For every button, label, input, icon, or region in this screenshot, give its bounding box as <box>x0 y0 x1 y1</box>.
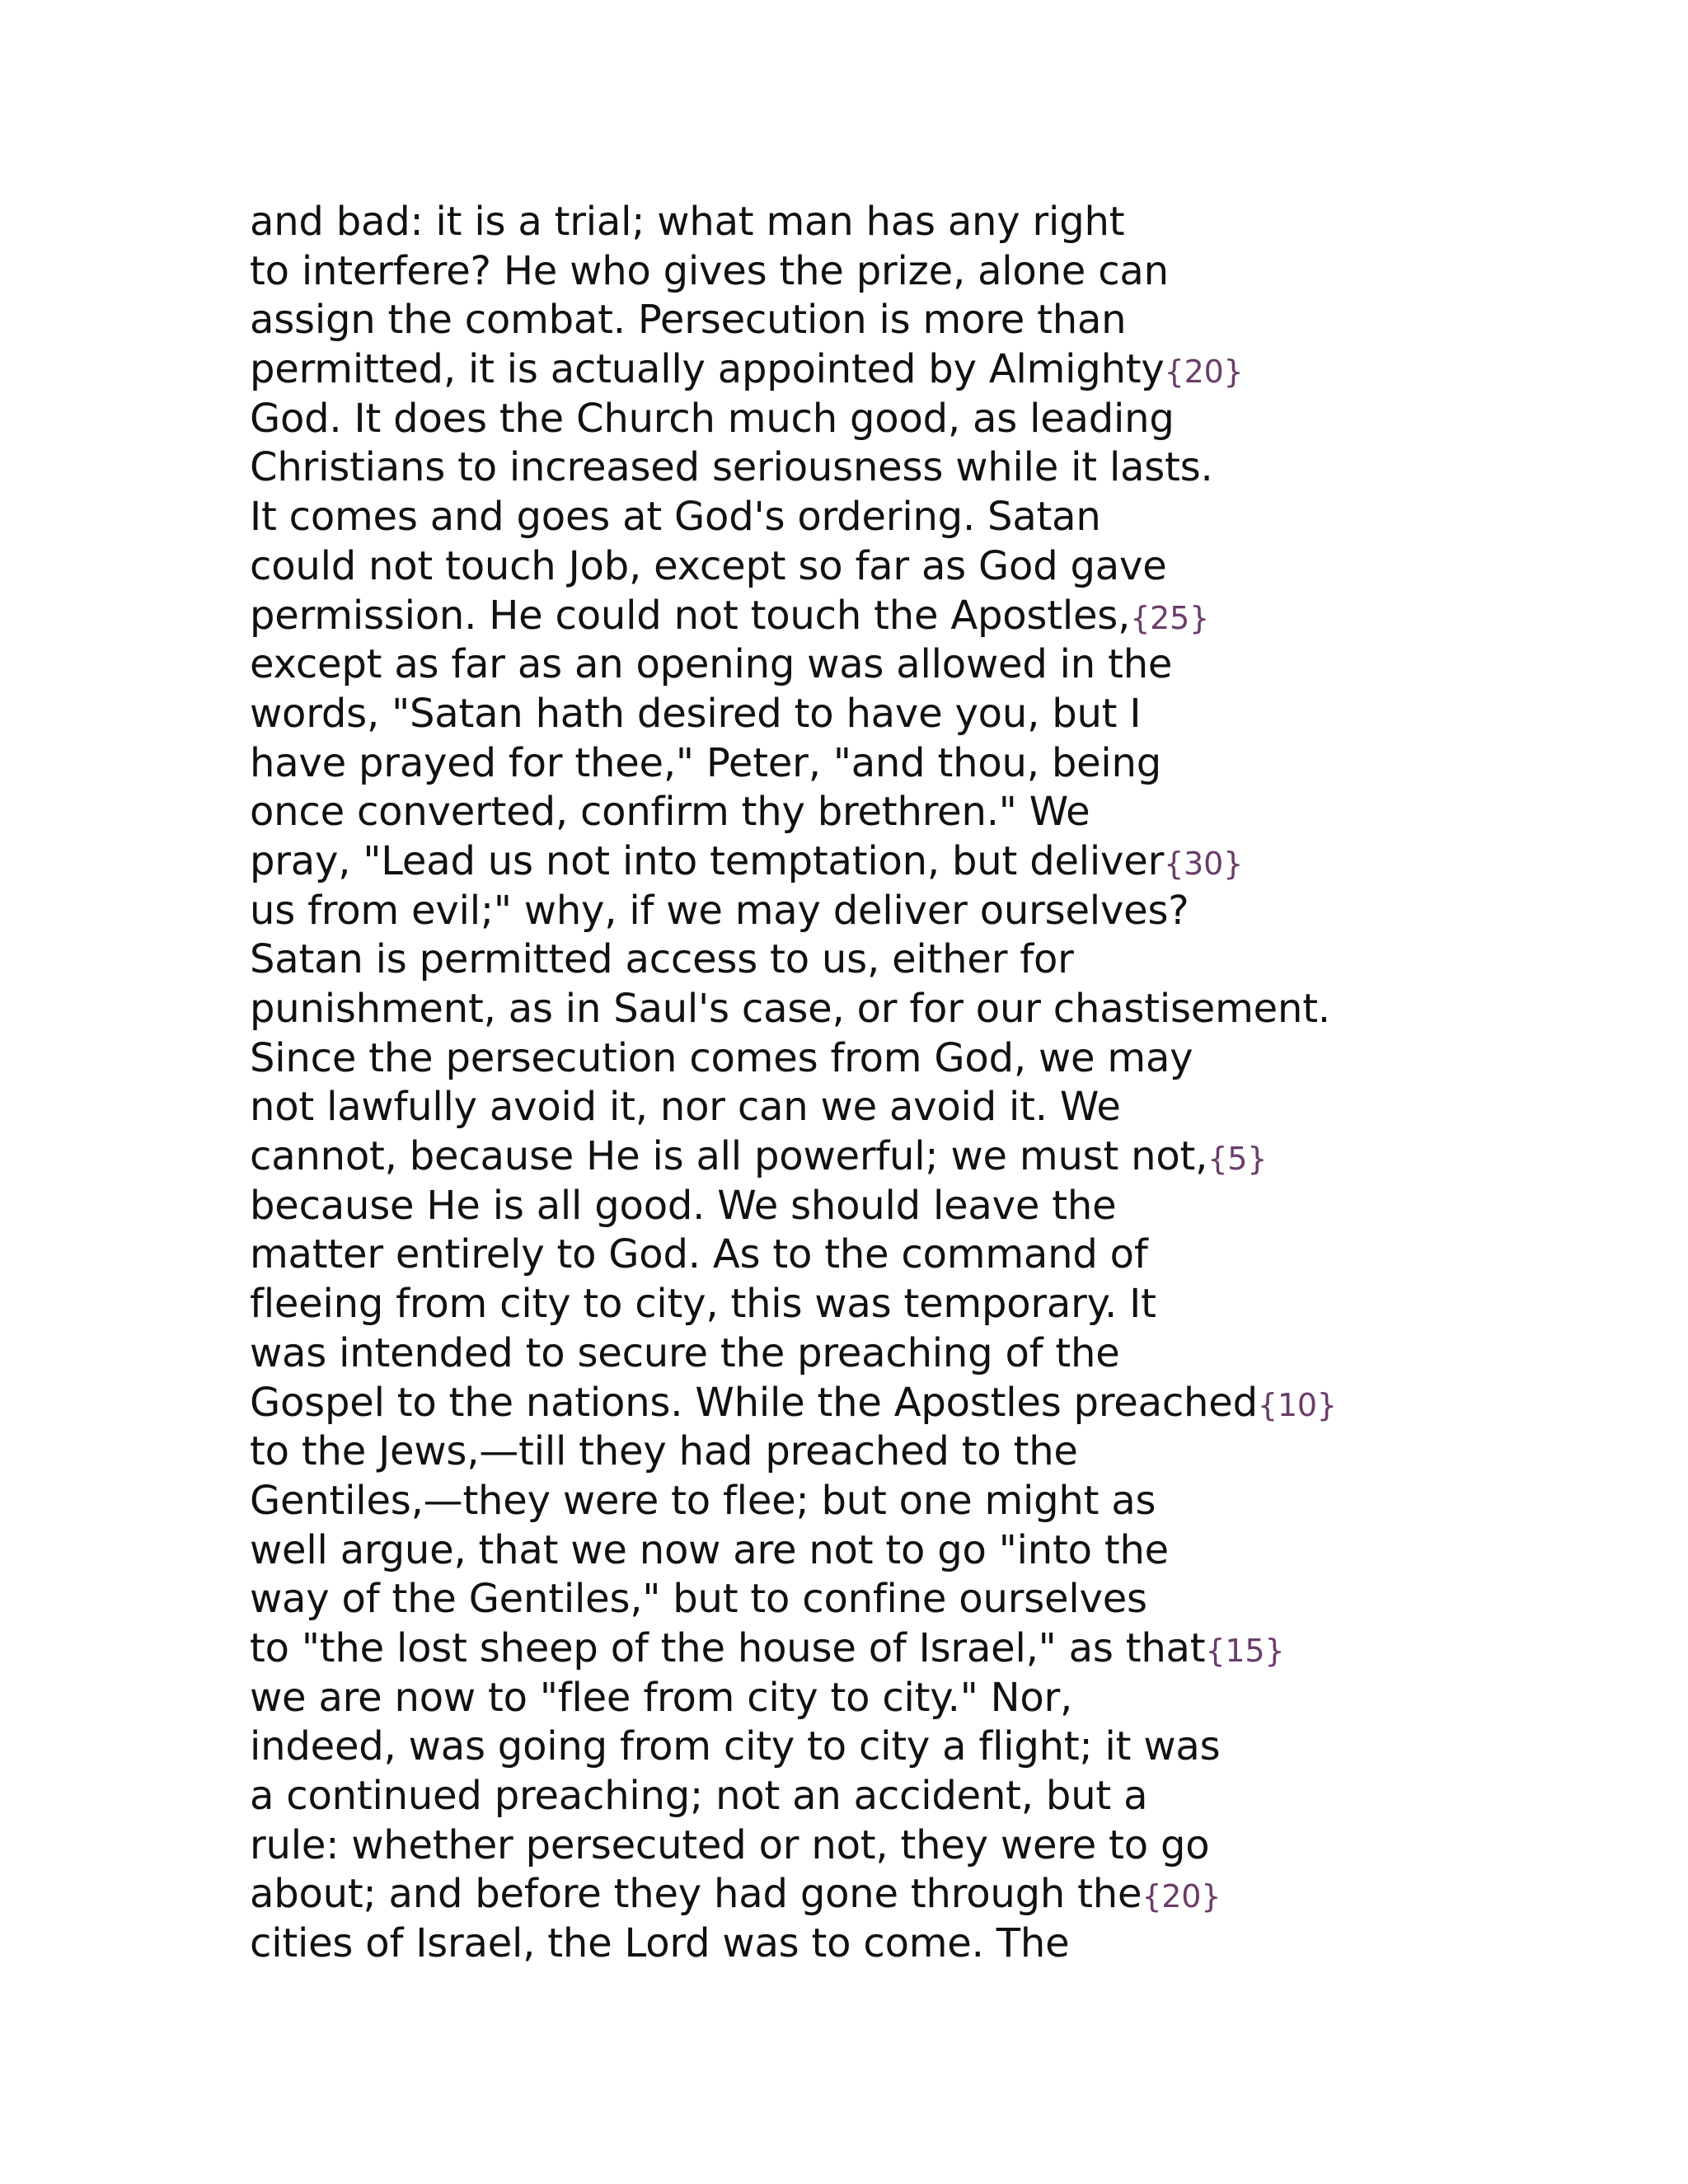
line-text: except as far as an opening was allowed in the <box>250 641 1173 688</box>
line-number: {30} <box>1164 845 1244 882</box>
text-line <box>250 198 1568 247</box>
line-number: {10} <box>1257 1386 1337 1423</box>
text-line <box>250 1083 1568 1132</box>
line-text: was intended to secure the preaching of the <box>250 1329 1120 1376</box>
line-text: God. It does the Church much good, as leading <box>250 395 1175 442</box>
line-text: once converted, confirm thy brethren." We <box>250 789 1090 836</box>
line-text: Since the persecution comes from God, we may <box>250 1034 1193 1081</box>
text-line <box>250 1870 1568 1919</box>
line-text: because He is all good. We should leave the <box>250 1182 1117 1229</box>
line-text: matter entirely to God. As to the command of <box>250 1231 1148 1278</box>
text-line <box>250 1132 1568 1182</box>
text-line <box>250 788 1568 837</box>
line-text: fleeing from city to city, this was temporary. It <box>250 1281 1156 1328</box>
line-text: permission. He could not touch the Apostles, <box>250 592 1131 639</box>
text-line <box>250 1379 1568 1428</box>
line-text: Satan is permitted access to us, either for <box>250 936 1074 983</box>
line-text: about; and before they had gone through the <box>250 1871 1142 1918</box>
line-text: cannot, because He is all powerful; we must not, <box>250 1133 1208 1180</box>
line-text: indeed, was going from city to city a flight; it was <box>250 1723 1221 1770</box>
text-line <box>250 935 1568 985</box>
line-text: to "the lost sheep of the house of Israel," as that <box>250 1624 1206 1671</box>
line-number: {20} <box>1164 354 1244 391</box>
line-number: {15} <box>1205 1632 1285 1669</box>
line-text: have prayed for thee," Peter, "and thou, being <box>250 739 1162 786</box>
line-text: could not touch Job, except so far as God gave <box>250 542 1167 589</box>
line-number: {20} <box>1142 1878 1221 1915</box>
text-line <box>250 985 1568 1034</box>
text-line <box>250 837 1568 887</box>
line-text: permitted, it is actually appointed by Almighty <box>250 346 1165 393</box>
text-line <box>250 640 1568 690</box>
text-line <box>250 395 1568 444</box>
text-line <box>250 1230 1568 1280</box>
text-line <box>250 1575 1568 1624</box>
line-text: and bad: it is a trial; what man has any right <box>250 199 1125 245</box>
text-line <box>250 690 1568 739</box>
text-line <box>250 493 1568 542</box>
line-text: assign the combat. Persecution is more than <box>250 297 1127 344</box>
text-line <box>250 1526 1568 1576</box>
line-text: Christians to increased seriousness while it lasts. <box>250 444 1213 491</box>
text-line <box>250 1477 1568 1526</box>
line-text: cities of Israel, the Lord was to come. The <box>250 1920 1070 1967</box>
line-text: we are now to "flee from city to city." Nor, <box>250 1674 1073 1721</box>
text-line <box>250 345 1568 395</box>
line-text: Gospel to the nations. While the Apostles preached <box>250 1379 1258 1426</box>
text-line <box>250 443 1568 493</box>
text-line <box>250 542 1568 592</box>
line-text: rule: whether persecuted or not, they were to go <box>250 1821 1210 1868</box>
line-text: to the Jews,—till they had preached to the <box>250 1428 1078 1475</box>
text-line <box>250 592 1568 641</box>
text-line <box>250 1182 1568 1231</box>
text-line <box>250 1674 1568 1723</box>
line-number: {5} <box>1207 1141 1268 1178</box>
text-line <box>250 1624 1568 1674</box>
line-text: It comes and goes at God's ordering. Satan <box>250 494 1101 541</box>
text-line <box>250 1427 1568 1477</box>
text-line <box>250 1280 1568 1329</box>
line-text: punishment, as in Saul's case, or for our chastisement. <box>250 986 1330 1032</box>
text-line <box>250 739 1568 789</box>
text-line <box>250 1919 1568 1969</box>
text-line <box>250 1329 1568 1379</box>
text-line <box>250 1821 1568 1871</box>
text-line <box>250 1772 1568 1821</box>
line-text: pray, "Lead us not into temptation, but deliver <box>250 837 1165 884</box>
text-line <box>250 296 1568 345</box>
line-text: way of the Gentiles," but to confine ourselves <box>250 1576 1147 1623</box>
page-text <box>250 198 1568 1969</box>
line-text: us from evil;" why, if we may deliver ourselves? <box>250 887 1189 934</box>
line-text: not lawfully avoid it, nor can we avoid it. We <box>250 1084 1121 1131</box>
line-text: words, "Satan hath desired to have you, but I <box>250 690 1142 737</box>
text-line <box>250 247 1568 297</box>
line-text: a continued preaching; not an accident, but a <box>250 1773 1148 1819</box>
line-text: Gentiles,—they were to flee; but one might as <box>250 1477 1156 1524</box>
text-line <box>250 1722 1568 1772</box>
text-line <box>250 1034 1568 1084</box>
line-text: well argue, that we now are not to go "into the <box>250 1526 1169 1573</box>
text-line <box>250 887 1568 936</box>
line-text: to interfere? He who gives the prize, alone can <box>250 247 1169 294</box>
line-number: {25} <box>1130 599 1210 636</box>
